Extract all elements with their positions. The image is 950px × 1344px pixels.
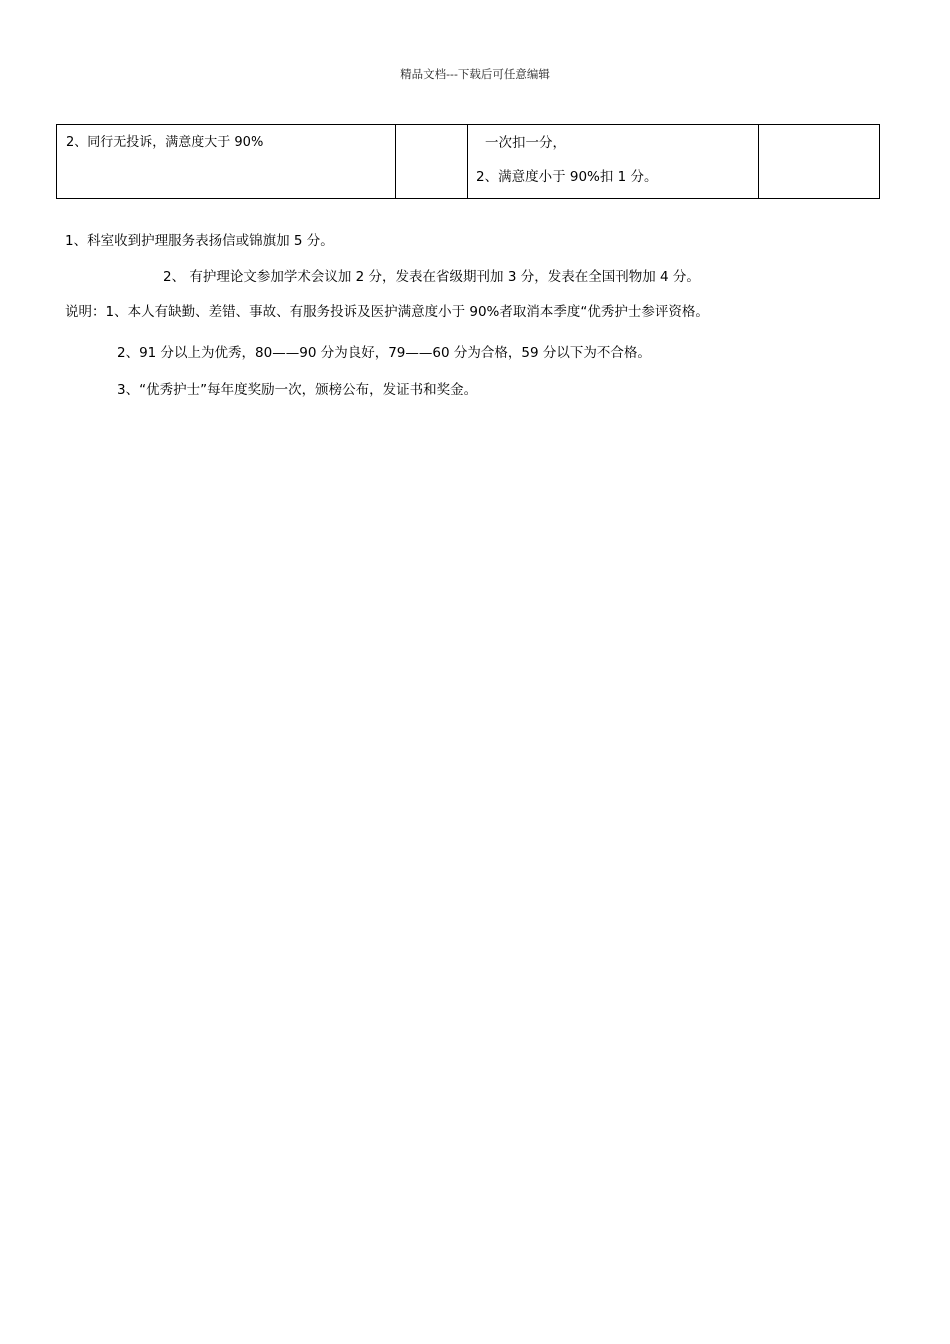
criteria-text: 2、同行无投诉，满意度大于 90%: [66, 135, 264, 150]
score-cell: [759, 125, 880, 199]
score-table: [56, 124, 880, 199]
points-cell: [396, 125, 468, 199]
deduction-line-2: 2、满意度小于 90%扣 1 分。: [476, 169, 658, 185]
note-item-3: 3、“优秀护士”每年度奖励一次，颁榜公布，发证书和奖金。: [117, 382, 478, 398]
criteria-cell: [57, 125, 396, 199]
deduction-line-1: 一次扣一分，: [485, 135, 566, 151]
document-header: 精品文档---下载后可任意编辑: [400, 67, 550, 81]
deduction-cell: [468, 125, 759, 199]
note-item-2: 2、91 分以上为优秀，80——90 分为良好，79——60 分为合格，59 分以下为不合格。: [117, 345, 651, 361]
bonus-item-1: 1、科室收到护理服务表扬信或锦旗加 5 分。: [65, 233, 334, 249]
bonus-item-2: 2、 有护理论文参加学术会议加 2 分，发表在省级期刊加 3 分，发表在全国刊物加 4 分。: [163, 269, 700, 285]
note-item-1: 说明：1、本人有缺勤、差错、事故、有服务投诉及医护满意度小于 90%者取消本季度“优秀护士参评资格。: [65, 304, 709, 320]
table-row: [57, 125, 880, 199]
